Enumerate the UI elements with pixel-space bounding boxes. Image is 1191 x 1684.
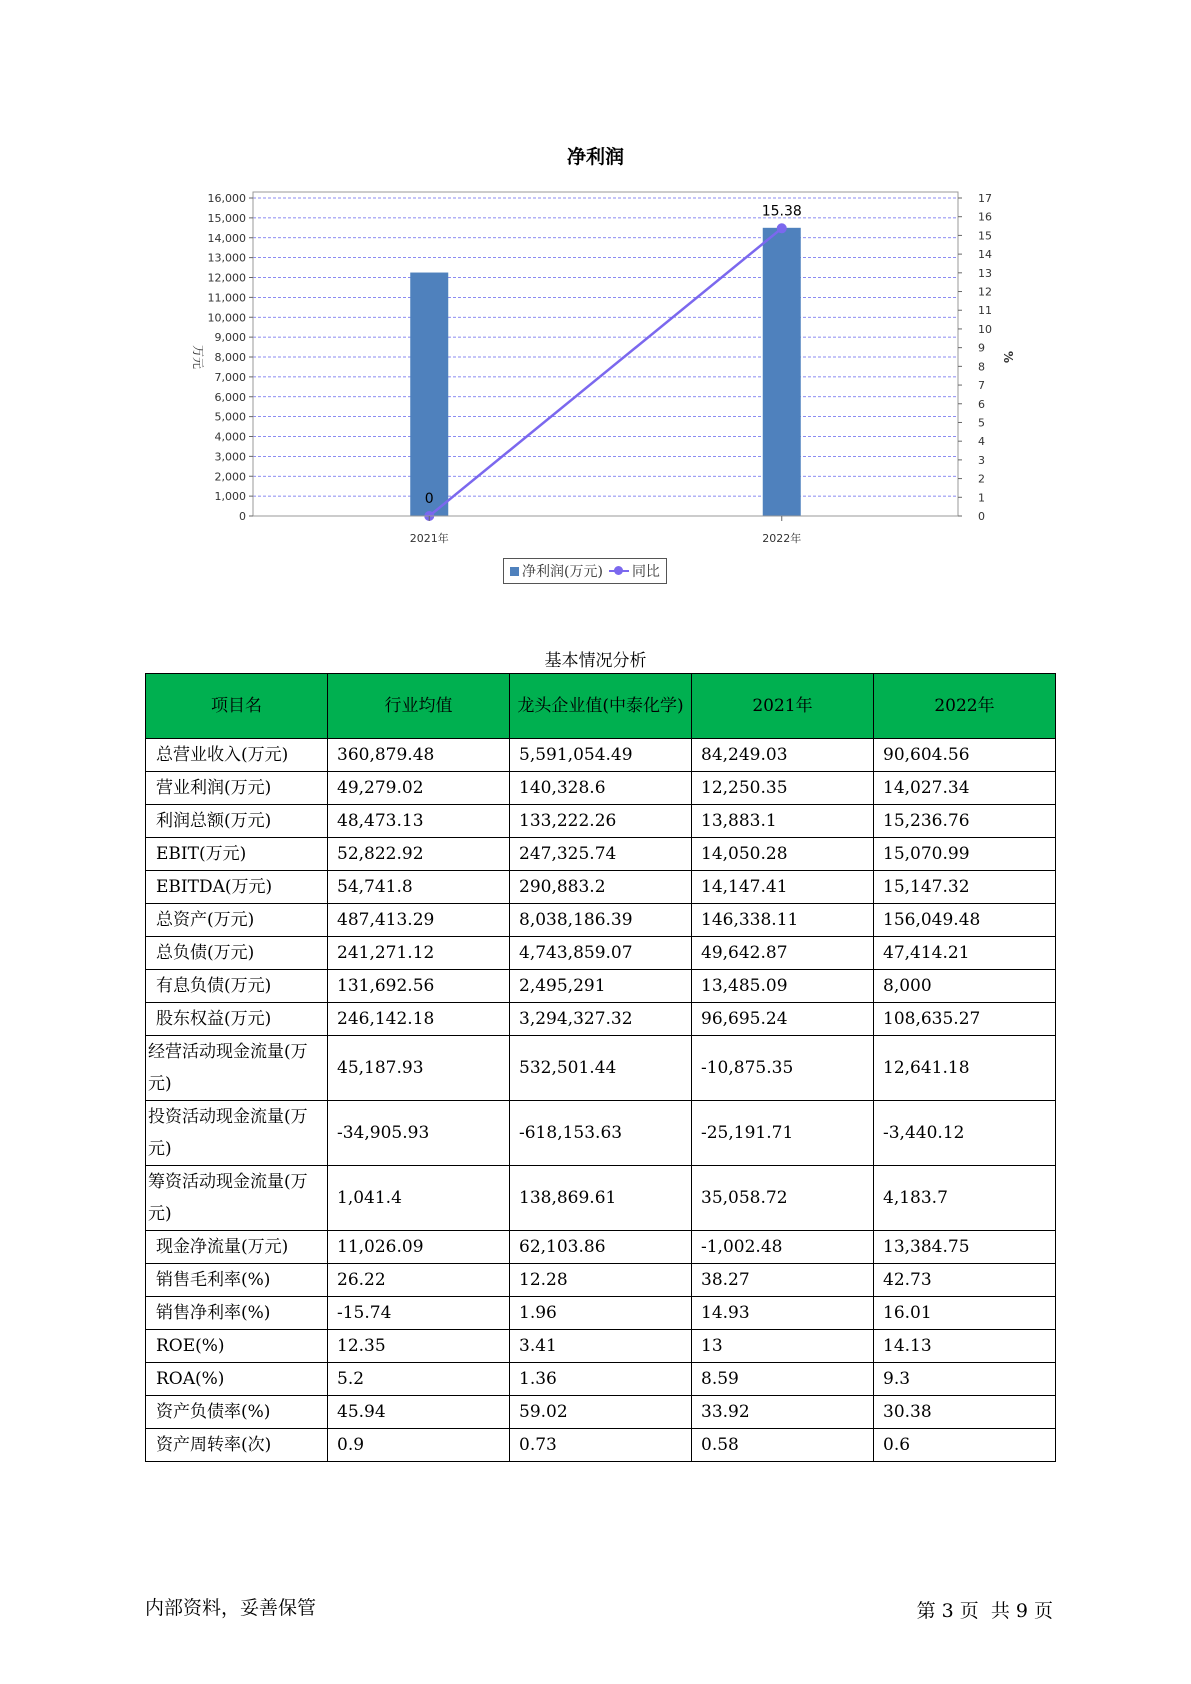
table-cell: 45,187.93 <box>328 1036 510 1101</box>
y-tick-label: 7,000 <box>214 370 246 384</box>
table-cell: 14.13 <box>874 1330 1056 1363</box>
y-tick-label: 1,000 <box>214 490 246 504</box>
y-tick-label: 3,000 <box>214 450 246 464</box>
row-label-cell: 总负债(万元) <box>146 937 328 970</box>
table-cell: 45.94 <box>328 1396 510 1429</box>
table-cell: -34,905.93 <box>328 1101 510 1166</box>
table-cell: 35,058.72 <box>692 1166 874 1231</box>
table-header-row <box>146 674 1056 739</box>
table-row <box>146 1264 1056 1297</box>
y2-tick-label: 5 <box>978 416 985 430</box>
y-tick-label: 8,000 <box>214 351 246 364</box>
table-row <box>146 1429 1056 1462</box>
table-cell: 1.96 <box>510 1297 692 1330</box>
table-cell: 108,635.27 <box>874 1003 1056 1036</box>
y-tick-label: 13,000 <box>207 251 246 265</box>
table-cell: 131,692.56 <box>328 970 510 1003</box>
growth-line <box>429 228 782 516</box>
table-cell: -1,002.48 <box>692 1231 874 1264</box>
table-cell: 14.93 <box>692 1297 874 1330</box>
table-cell: 96,695.24 <box>692 1003 874 1036</box>
y-tick-label: 4,000 <box>214 430 246 444</box>
legend-swatch-line <box>609 565 629 577</box>
table-row <box>146 838 1056 871</box>
table-cell: 84,249.03 <box>692 739 874 772</box>
table-cell: 15,147.32 <box>874 871 1056 904</box>
table-cell: 47,414.21 <box>874 937 1056 970</box>
table-cell: 13,485.09 <box>692 970 874 1003</box>
table-cell: 2,495,291 <box>510 970 692 1003</box>
y2-tick-label: 11 <box>978 304 992 318</box>
row-label-cell: 资产负债率(%) <box>146 1396 328 1429</box>
header-leader-value: 龙头企业值(中泰化学) <box>510 674 692 739</box>
table-row <box>146 739 1056 772</box>
table-cell: 13 <box>692 1330 874 1363</box>
y-tick-label: 11,000 <box>207 291 246 305</box>
data-label: 0 <box>424 491 434 507</box>
table-cell: 0.58 <box>692 1429 874 1462</box>
table-cell: 138,869.61 <box>510 1166 692 1231</box>
table-row <box>146 1101 1056 1166</box>
row-label-cell: ROA(%) <box>146 1363 328 1396</box>
table-cell: 1.36 <box>510 1363 692 1396</box>
table-row <box>146 871 1056 904</box>
table-cell: -3,440.12 <box>874 1101 1056 1166</box>
y-tick-label: 12,000 <box>207 271 246 285</box>
y2-tick-label: 7 <box>978 379 985 393</box>
table-cell: 4,743,859.07 <box>510 937 692 970</box>
row-label-cell: EBIT(万元) <box>146 838 328 871</box>
row-label-cell: 投资活动现金流量(万元) <box>146 1101 328 1166</box>
table-cell: 4,183.7 <box>874 1166 1056 1231</box>
table-cell: 15,070.99 <box>874 838 1056 871</box>
table-cell: 360,879.48 <box>328 739 510 772</box>
table-cell: 8,038,186.39 <box>510 904 692 937</box>
table-row <box>146 1363 1056 1396</box>
x-tick-label: 2021年 <box>409 532 449 545</box>
table-cell: 0.9 <box>328 1429 510 1462</box>
table-cell: 49,642.87 <box>692 937 874 970</box>
y2-tick-label: 14 <box>978 248 992 262</box>
row-label-cell: 有息负债(万元) <box>146 970 328 1003</box>
y-tick-label: 16,000 <box>207 192 246 205</box>
row-label-cell: 现金净流量(万元) <box>146 1231 328 1264</box>
line-point <box>777 223 787 233</box>
table-cell: 49,279.02 <box>328 772 510 805</box>
table-cell: -10,875.35 <box>692 1036 874 1101</box>
y-axis-title: 万元 <box>191 344 205 370</box>
header-industry-average: 行业均值 <box>328 674 510 739</box>
row-label-cell: ROE(%) <box>146 1330 328 1363</box>
chart-legend <box>503 558 667 584</box>
y2-tick-label: 10 <box>978 322 992 336</box>
table-cell: -25,191.71 <box>692 1101 874 1166</box>
y-tick-label: 15,000 <box>207 211 246 225</box>
y2-tick-label: 16 <box>978 210 992 224</box>
table-cell: 62,103.86 <box>510 1231 692 1264</box>
table-cell: 133,222.26 <box>510 805 692 838</box>
table-cell: 12.35 <box>328 1330 510 1363</box>
y-tick-label: 14,000 <box>207 231 246 245</box>
table-cell: 14,147.41 <box>692 871 874 904</box>
table-row <box>146 937 1056 970</box>
legend-label-line: 同比 <box>631 564 660 580</box>
row-label-cell: 营业利润(万元) <box>146 772 328 805</box>
y2-tick-label: 9 <box>978 341 985 355</box>
y2-tick-label: 17 <box>978 192 992 205</box>
y-tick-label: 0 <box>239 510 246 523</box>
row-label-cell: 资产周转率(次) <box>146 1429 328 1462</box>
legend-item-line <box>609 561 660 581</box>
bar <box>410 273 448 516</box>
table-cell: 16.01 <box>874 1297 1056 1330</box>
table-cell: 48,473.13 <box>328 805 510 838</box>
net-profit-chart <box>0 180 1191 560</box>
table-row <box>146 1330 1056 1363</box>
table-cell: 30.38 <box>874 1396 1056 1429</box>
row-label-cell: 利润总额(万元) <box>146 805 328 838</box>
header-2021: 2021年 <box>692 674 874 739</box>
table-cell: 33.92 <box>692 1396 874 1429</box>
row-label-cell: EBITDA(万元) <box>146 871 328 904</box>
y-tick-label: 2,000 <box>214 470 246 484</box>
table-cell: 146,338.11 <box>692 904 874 937</box>
table-cell: 3.41 <box>510 1330 692 1363</box>
y2-tick-label: 15 <box>978 229 992 243</box>
bar <box>763 228 801 516</box>
y2-tick-label: 2 <box>978 472 985 486</box>
table-cell: 5.2 <box>328 1363 510 1396</box>
y2-tick-label: 6 <box>978 397 985 411</box>
table-cell: 15,236.76 <box>874 805 1056 838</box>
legend-item-bar <box>510 561 603 581</box>
table-row <box>146 772 1056 805</box>
table-cell: 3,294,327.32 <box>510 1003 692 1036</box>
table-row <box>146 1166 1056 1231</box>
table-cell: 8.59 <box>692 1363 874 1396</box>
row-label-cell: 销售净利率(%) <box>146 1297 328 1330</box>
table-cell: 11,026.09 <box>328 1231 510 1264</box>
table-cell: 9.3 <box>874 1363 1056 1396</box>
table-cell: 246,142.18 <box>328 1003 510 1036</box>
y-tick-label: 5,000 <box>214 410 246 424</box>
table-cell: 12,641.18 <box>874 1036 1056 1101</box>
y-tick-label: 10,000 <box>207 311 246 325</box>
row-label-cell: 经营活动现金流量(万元) <box>146 1036 328 1101</box>
basic-analysis-table <box>145 673 1056 1462</box>
y2-tick-label: 3 <box>978 453 985 467</box>
table-cell: 247,325.74 <box>510 838 692 871</box>
line-series <box>424 203 802 521</box>
table-cell: 8,000 <box>874 970 1056 1003</box>
table-row <box>146 1396 1056 1429</box>
y-tick-label: 9,000 <box>214 331 246 345</box>
y2-tick-label: 0 <box>978 510 985 523</box>
y2-tick-label: 13 <box>978 266 992 280</box>
row-label-cell: 总营业收入(万元) <box>146 739 328 772</box>
table-cell: 12,250.35 <box>692 772 874 805</box>
chart-title: 净利润 <box>566 146 624 168</box>
table-row <box>146 805 1056 838</box>
table-cell: 14,050.28 <box>692 838 874 871</box>
x-tick-label: 2022年 <box>762 532 802 545</box>
table-cell: 54,741.8 <box>328 871 510 904</box>
table-cell: 12.28 <box>510 1264 692 1297</box>
data-label: 15.38 <box>761 203 802 220</box>
table-cell: 487,413.29 <box>328 904 510 937</box>
table-cell: 90,604.56 <box>874 739 1056 772</box>
table-caption: 基本情况分析 <box>544 651 647 671</box>
y2-tick-label: 12 <box>978 285 992 299</box>
table-cell: 59.02 <box>510 1396 692 1429</box>
table-row <box>146 970 1056 1003</box>
y2-tick-label: 8 <box>978 360 985 374</box>
table-row <box>146 1003 1056 1036</box>
plot-frame <box>253 192 958 516</box>
table-cell: 156,049.48 <box>874 904 1056 937</box>
table-cell: 42.73 <box>874 1264 1056 1297</box>
y-tick-label: 6,000 <box>214 390 246 404</box>
table-cell: 1,041.4 <box>328 1166 510 1231</box>
header-item-name: 项目名 <box>146 674 328 739</box>
y2-axis-title: % <box>1001 350 1015 364</box>
row-label-cell: 筹资活动现金流量(万元) <box>146 1166 328 1231</box>
row-label-cell: 总资产(万元) <box>146 904 328 937</box>
table-row <box>146 1231 1056 1264</box>
legend-swatch-bar <box>510 567 519 576</box>
chart-grid <box>253 198 958 496</box>
header-2022: 2022年 <box>874 674 1056 739</box>
footer-confidential-note: 内部资料，妥善保管 <box>145 1597 317 1619</box>
legend-label-bar: 净利润(万元) <box>522 564 603 580</box>
table-row <box>146 1036 1056 1101</box>
table-row <box>146 904 1056 937</box>
table-body <box>146 739 1056 1462</box>
y2-tick-label: 4 <box>978 435 985 449</box>
table-cell: 140,328.6 <box>510 772 692 805</box>
table-cell: 26.22 <box>328 1264 510 1297</box>
footer-page-number: 第 3 页 共 9 页 <box>916 1600 1053 1622</box>
table-cell: 13,883.1 <box>692 805 874 838</box>
y2-tick-label: 1 <box>978 491 985 505</box>
table-cell: 290,883.2 <box>510 871 692 904</box>
table-cell: 241,271.12 <box>328 937 510 970</box>
row-label-cell: 销售毛利率(%) <box>146 1264 328 1297</box>
table-row <box>146 1297 1056 1330</box>
table-cell: 0.73 <box>510 1429 692 1462</box>
table-cell: 38.27 <box>692 1264 874 1297</box>
chart-axes <box>208 192 993 545</box>
table-cell: 13,384.75 <box>874 1231 1056 1264</box>
table-cell: 5,591,054.49 <box>510 739 692 772</box>
table-cell: 14,027.34 <box>874 772 1056 805</box>
table-cell: 532,501.44 <box>510 1036 692 1101</box>
table-cell: -618,153.63 <box>510 1101 692 1166</box>
table-cell: 0.6 <box>874 1429 1056 1462</box>
row-label-cell: 股东权益(万元) <box>146 1003 328 1036</box>
table-cell: 52,822.92 <box>328 838 510 871</box>
table-cell: -15.74 <box>328 1297 510 1330</box>
